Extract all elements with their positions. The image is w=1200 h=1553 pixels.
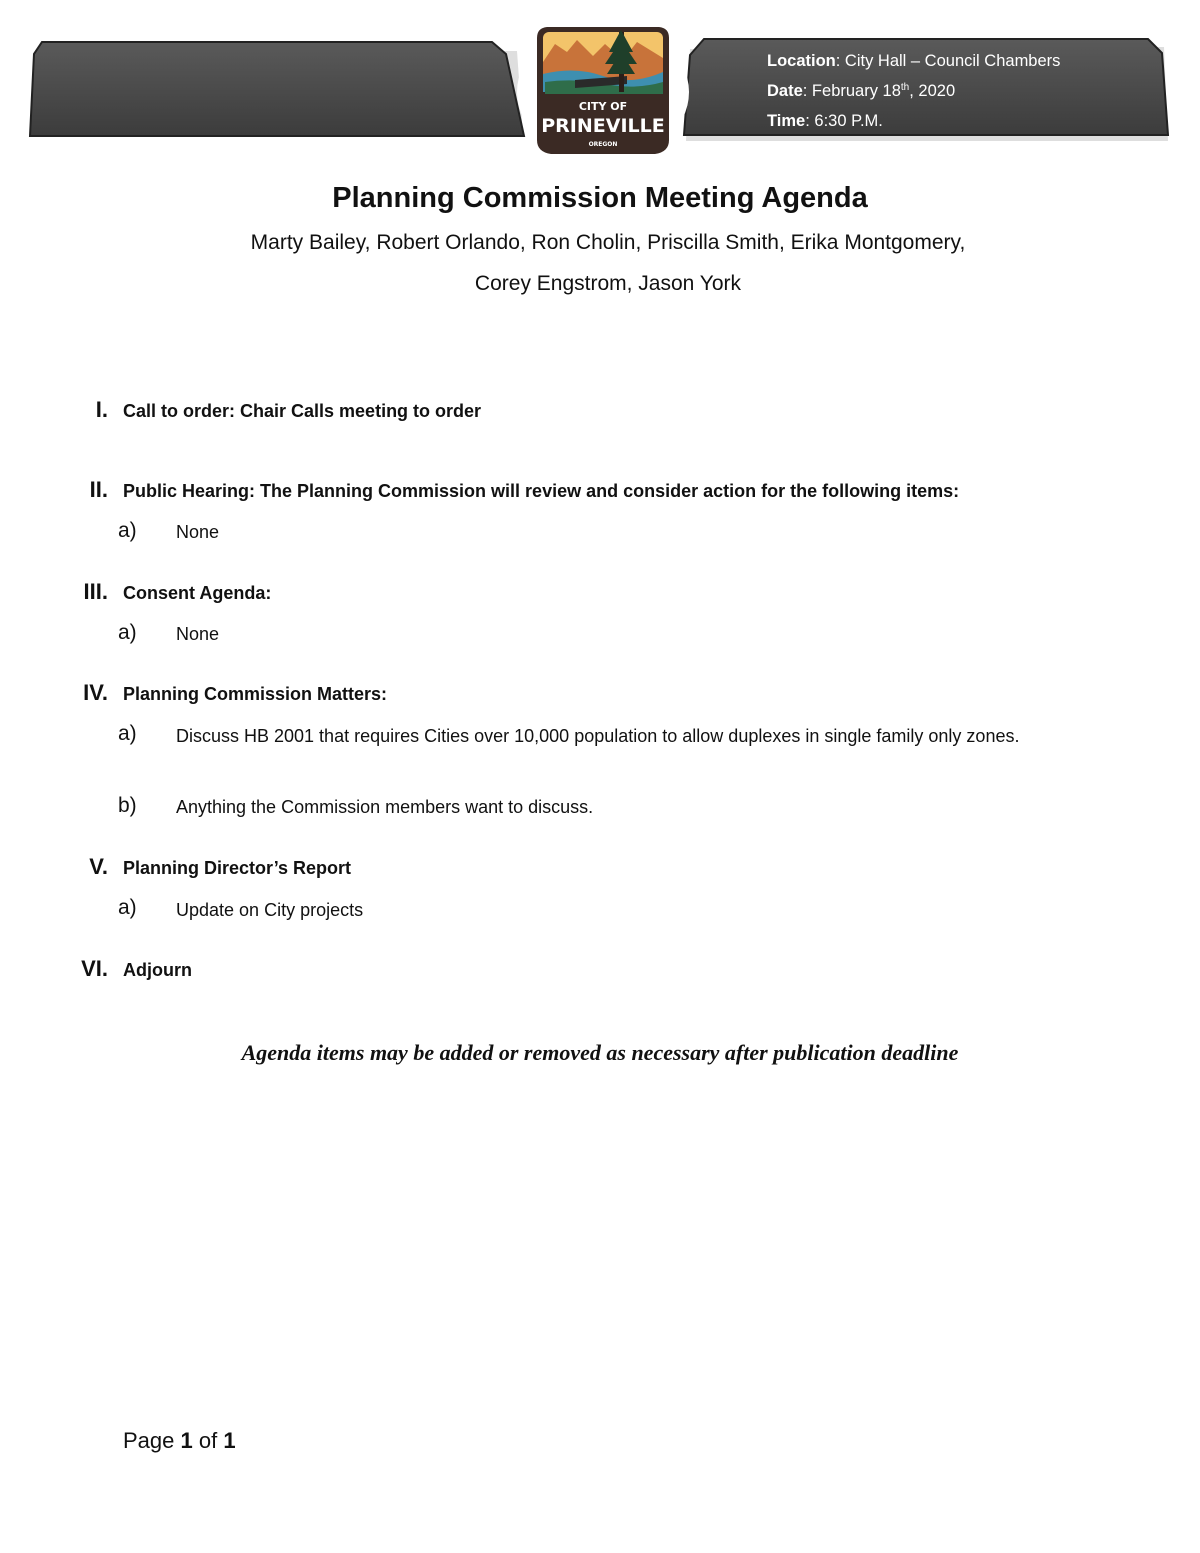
time-value: : 6:30 P.M. (805, 112, 883, 130)
item-text: Discuss HB 2001 that requires Cities over 10,000 population to allow duplexes in single family only zones. (176, 726, 1020, 746)
location-value: : City Hall – Council Chambers (835, 52, 1061, 70)
item-letter: a) (118, 722, 137, 745)
members-line-1: Marty Bailey, Robert Orlando, Ron Cholin, Priscilla Smith, Erika Montgomery, (250, 231, 966, 254)
page-footer (123, 1428, 236, 1454)
item-text: Update on City projects (176, 900, 364, 920)
page-total: 1 (223, 1428, 236, 1453)
date-label: Date (767, 82, 803, 100)
logo-line2: PRINEVILLE (541, 115, 665, 137)
section-numeral: II. (89, 477, 108, 502)
item-letter: b) (118, 794, 137, 817)
item-letter: a) (118, 519, 137, 542)
members-line-2: Corey Engstrom, Jason York (474, 272, 742, 295)
section-numeral: V. (89, 854, 108, 879)
page-of-word: of (198, 1428, 218, 1453)
page-word: Page (123, 1428, 175, 1453)
date-value-sup: th (900, 82, 910, 93)
section-title: Public Hearing: The Planning Commission will review and consider action for the following items: (123, 481, 960, 501)
item-text: None (176, 624, 220, 644)
city-of-prineville-logo (515, 22, 691, 162)
time-line (767, 106, 1060, 136)
logo-line3: OREGON (588, 141, 618, 148)
section-numeral: IV. (83, 680, 108, 705)
page-title: Planning Commission Meeting Agenda (332, 182, 868, 214)
meeting-info (767, 46, 1060, 136)
section-title: Consent Agenda: (123, 583, 272, 603)
date-line (767, 76, 1060, 106)
section-title: Planning Commission Matters: (123, 684, 388, 704)
item-letter: a) (118, 896, 137, 919)
section-numeral: I. (95, 397, 108, 422)
header-banner-left (28, 40, 528, 140)
section-title: Call to order: Chair Calls meeting to order (123, 401, 482, 421)
agenda-notice: Agenda items may be added or removed as necessary after publication deadline (241, 1040, 959, 1065)
item-text: None (176, 522, 220, 542)
section-title: Adjourn (123, 960, 192, 980)
item-text: Anything the Commission members want to discuss. (176, 797, 594, 817)
time-label: Time (767, 112, 806, 130)
item-letter: a) (118, 621, 137, 644)
location-label: Location (767, 52, 836, 70)
section-numeral: III. (83, 579, 108, 604)
page-current: 1 (180, 1428, 193, 1453)
section-title: Planning Director’s Report (123, 858, 352, 878)
logo-line1: CITY OF (578, 100, 628, 113)
location-line (767, 46, 1060, 76)
date-value-suffix: , 2020 (909, 82, 956, 100)
section-numeral: VI. (81, 956, 108, 981)
date-value-prefix: : February 18 (802, 82, 901, 100)
